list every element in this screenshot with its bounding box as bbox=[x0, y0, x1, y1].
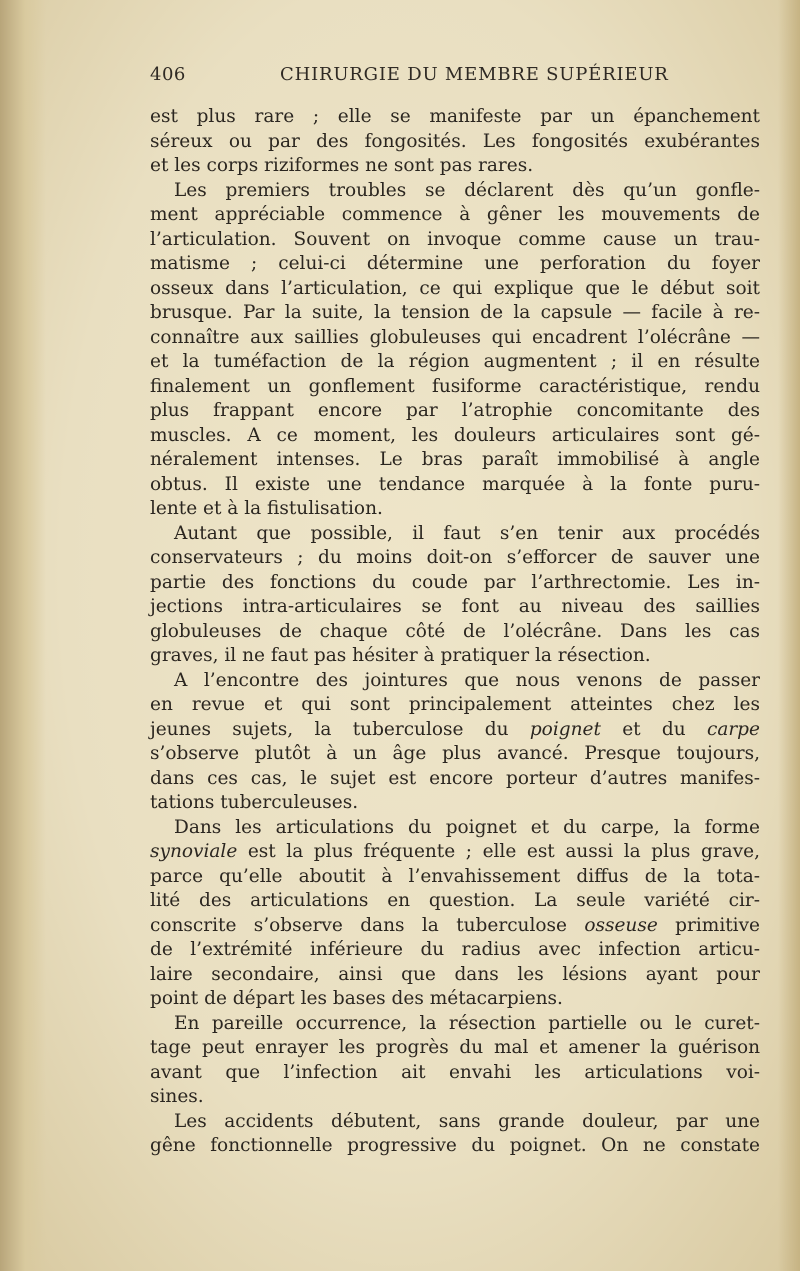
text-line: sines. bbox=[150, 1086, 204, 1107]
text-line: Dans les articulations du poignet et du carpe, la forme bbox=[174, 816, 760, 838]
text-line: osseux dans l’articulation, ce qui explique que le début soit bbox=[150, 277, 760, 299]
text-line: globuleuses de chaque côté de l’olécrâne. Dans les cas bbox=[150, 620, 760, 642]
body-text bbox=[150, 105, 760, 1159]
text-line: partie des fonctions du coude par l’arthrectomie. Les in- bbox=[150, 571, 760, 593]
page-header bbox=[150, 64, 760, 90]
text-line: plus frappant encore par l’atrophie concomitante des bbox=[150, 400, 760, 421]
text-line: avant que l’infection ait envahi les articulations voi- bbox=[150, 1061, 760, 1083]
text-line: et la tuméfaction de la région augmentent ; il en résulte bbox=[150, 351, 760, 372]
text-run: conscrite s’observe dans la tuberculose bbox=[150, 914, 585, 936]
text-line: conservateurs ; du moins doit-on s’efforcer de sauver une bbox=[150, 547, 760, 568]
text-line: tations tuberculeuses. bbox=[150, 792, 359, 813]
text-line: séreux ou par des fongosités. Les fongosités exubérantes bbox=[150, 130, 760, 152]
text-line: graves, il ne faut pas hésiter à pratiquer la résection. bbox=[150, 645, 651, 666]
text-line: point de départ les bases des métacarpiens. bbox=[150, 988, 563, 1009]
text-run: est la plus fréquente ; elle est aussi la plus grave, bbox=[237, 841, 760, 862]
text-line bbox=[150, 840, 760, 865]
text-run: primitive bbox=[657, 914, 760, 936]
text-line: muscles. A ce moment, les douleurs articulaires sont gé- bbox=[150, 424, 760, 446]
text-line: en revue et qui sont principalement atteintes chez les bbox=[150, 694, 760, 715]
page-edge-shadow bbox=[778, 0, 800, 1271]
page-gutter-shadow bbox=[0, 0, 46, 1271]
text-line: gêne fonctionnelle progressive du poignet. On ne constate bbox=[150, 1135, 760, 1156]
italic-term: poignet bbox=[529, 718, 601, 740]
italic-term: osseuse bbox=[584, 914, 658, 936]
text-line: néralement intenses. Le bras paraît immobilisé à angle bbox=[150, 449, 760, 470]
text-line: matisme ; celui-ci détermine une perforation du foyer bbox=[150, 253, 760, 274]
text-line bbox=[150, 718, 760, 743]
text-line: finalement un gonflement fusiforme caractéristique, rendu bbox=[150, 375, 760, 397]
text-line: Les premiers troubles se déclarent dès qu’un gonfle- bbox=[174, 179, 760, 201]
text-line: lité des articulations en question. La seule variété cir- bbox=[150, 890, 760, 911]
text-line: A l’encontre des jointures que nous venons de passer bbox=[174, 669, 760, 691]
text-run: jeunes sujets, la tuberculose du bbox=[150, 718, 530, 740]
page-number: 406 bbox=[150, 64, 186, 85]
text-line: tage peut enrayer les progrès du mal et amener la guérison bbox=[150, 1037, 760, 1058]
text-line: Les accidents débutent, sans grande douleur, par une bbox=[174, 1110, 760, 1132]
text-line: parce qu’elle aboutit à l’envahissement diffus de la tota- bbox=[150, 865, 760, 887]
text-line: laire secondaire, ainsi que dans les lésions ayant pour bbox=[150, 963, 760, 985]
text-line: brusque. Par la suite, la tension de la capsule — facile à re- bbox=[150, 302, 760, 323]
text-run: et du bbox=[600, 718, 707, 740]
text-line: obtus. Il existe une tendance marquée à la fonte puru- bbox=[150, 473, 760, 495]
text-line bbox=[150, 914, 760, 939]
text-line: ment appréciable commence à gêner les mouvements de bbox=[150, 204, 760, 225]
text-line: l’articulation. Souvent on invoque comme cause un trau- bbox=[150, 228, 760, 250]
italic-term: carpe bbox=[706, 718, 760, 740]
italic-term: synoviale bbox=[150, 841, 238, 862]
running-title: CHIRURGIE DU MEMBRE SUPÉRIEUR bbox=[280, 64, 669, 85]
text-line: dans ces cas, le sujet est encore porteur d’autres manifes- bbox=[150, 767, 760, 789]
text-line: Autant que possible, il faut s’en tenir aux procédés bbox=[174, 522, 760, 544]
text-line: lente et à la fistulisation. bbox=[150, 498, 383, 519]
text-line: jections intra-articulaires se font au niveau des saillies bbox=[150, 596, 760, 617]
text-line: et les corps riziformes ne sont pas rares. bbox=[150, 155, 534, 176]
text-line: En pareille occurrence, la résection partielle ou le curet- bbox=[174, 1012, 760, 1034]
text-line: est plus rare ; elle se manifeste par un épanchement bbox=[150, 106, 760, 127]
text-line: de l’extrémité inférieure du radius avec infection articu- bbox=[150, 939, 760, 960]
text-line: connaître aux saillies globuleuses qui encadrent l’olécrâne — bbox=[150, 326, 760, 348]
text-line: s’observe plutôt à un âge plus avancé. Presque toujours, bbox=[150, 743, 760, 764]
